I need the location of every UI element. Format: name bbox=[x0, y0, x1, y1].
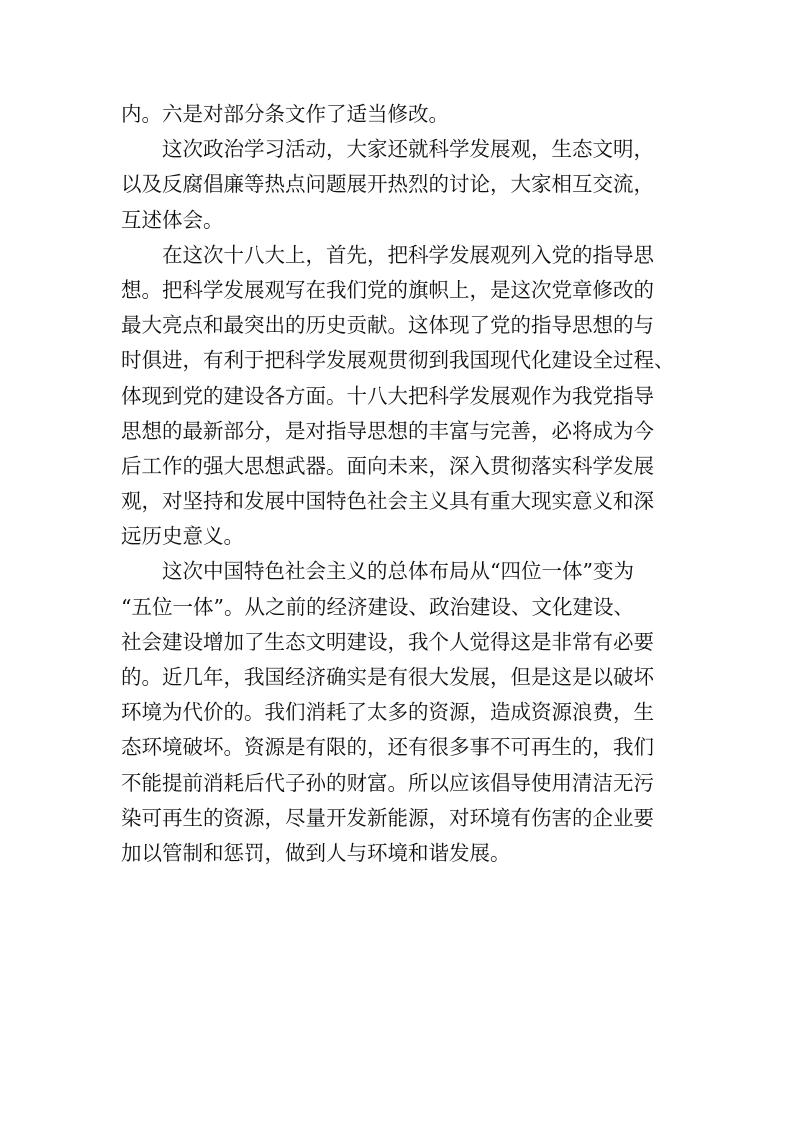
paragraph-start-line: 这次中国特色社会主义的总体布局从“四位一体”变为 bbox=[162, 559, 634, 584]
text-line: 加以管制和惩罚，做到人与环境和谐发展。 bbox=[121, 840, 511, 865]
text-line: 不能提前消耗后代子孙的财富。所以应该倡导使用清洁无污 bbox=[121, 770, 654, 795]
text-line: 社会建设增加了生态文明建设，我个人觉得这是非常有必要 bbox=[121, 629, 654, 654]
text-line: 时俱进，有利于把科学发展观贯彻到我国现代化建设全过程、 bbox=[121, 348, 675, 373]
text-line: 内。六是对部分条文作了适当修改。 bbox=[121, 102, 449, 126]
document-body bbox=[121, 97, 681, 871]
text-line: 想。把科学发展观写在我们党的旗帜上，是这次党章修改的 bbox=[121, 277, 654, 302]
text-line: 最大亮点和最突出的历史贡献。这体现了党的指导思想的与 bbox=[121, 313, 654, 338]
text-line: 环境为代价的。我们消耗了太多的资源，造成资源浪费，生 bbox=[121, 700, 654, 725]
text-line: 体现到党的建设各方面。十八大把科学发展观作为我党指导 bbox=[121, 383, 654, 408]
text-line: 的。近几年，我国经济确实是有很大发展，但是这是以破坏 bbox=[121, 665, 654, 689]
text-line: 观，对坚持和发展中国特色社会主义具有重大现实意义和深 bbox=[121, 489, 654, 514]
text-line: 思想的最新部分，是对指导思想的丰富与完善，必将成为今 bbox=[121, 418, 654, 443]
paragraph-start-line: 在这次十八大上，首先，把科学发展观列入党的指导思 bbox=[162, 242, 654, 267]
text-line: “五位一体”。从之前的经济建设、政治建设、文化建设、 bbox=[121, 594, 634, 619]
text-line: 染可再生的资源，尽量开发新能源，对环境有伤害的企业要 bbox=[121, 805, 654, 830]
text-line: 态环境破坏。资源是有限的，还有很多事不可再生的，我们 bbox=[121, 735, 654, 760]
text-line: 互述体会。 bbox=[121, 207, 224, 232]
text-line: 远历史意义。 bbox=[121, 524, 244, 549]
text-line: 以及反腐倡廉等热点问题展开热烈的讨论，大家相互交流， bbox=[121, 172, 654, 197]
paragraph-start-line: 这次政治学习活动，大家还就科学发展观，生态文明， bbox=[162, 137, 654, 162]
text-line: 后工作的强大思想武器。面向未来，深入贯彻落实科学发展 bbox=[121, 453, 654, 478]
